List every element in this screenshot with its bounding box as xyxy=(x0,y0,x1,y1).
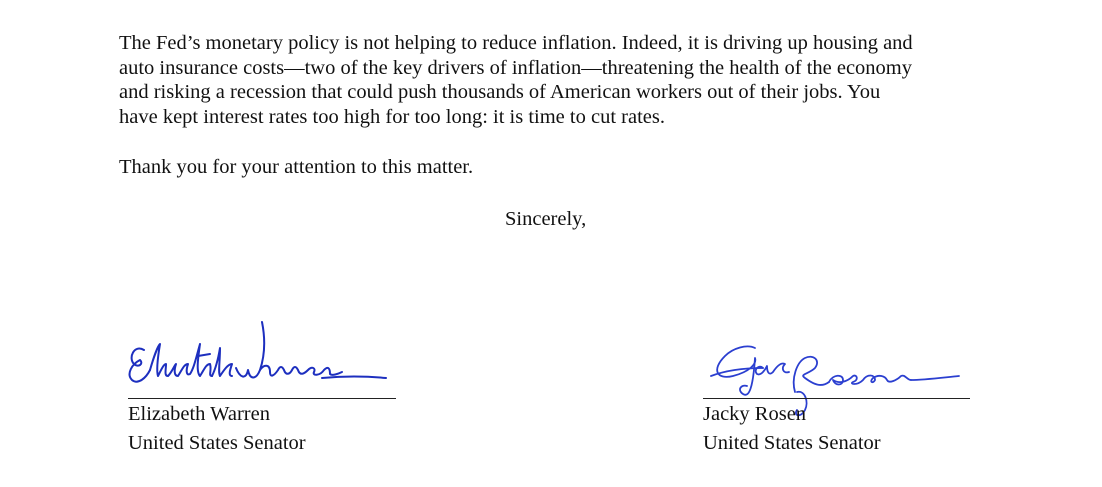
signature-line xyxy=(128,398,396,399)
body-paragraph-inflation xyxy=(119,31,999,129)
signature-line xyxy=(703,398,970,399)
paragraph-line: have kept interest rates too high for too long: it is time to cut rates. xyxy=(119,105,665,128)
paragraph-line: auto insurance costs—two of the key drivers of inflation—threatening the health of the economy xyxy=(119,56,913,79)
signature-block-rosen xyxy=(703,318,1003,468)
handwritten-signature-warren xyxy=(124,318,399,398)
signature-block-warren xyxy=(128,318,418,468)
closing-salutation: Sincerely, xyxy=(505,208,587,230)
paragraph-line: and risking a recession that could push thousands of American workers out of their jobs. You xyxy=(119,81,881,103)
signatory-title: United States Senator xyxy=(128,432,306,454)
body-paragraph-thanks xyxy=(119,155,999,180)
paragraph-line: The Fed’s monetary policy is not helping to reduce inflation. Indeed, it is driving up housing and xyxy=(119,32,913,54)
paragraph-line: Thank you for your attention to this matter. xyxy=(119,156,474,178)
signatory-title: United States Senator xyxy=(703,432,881,454)
signatory-name: Elizabeth Warren xyxy=(128,403,270,425)
signatory-name: Jacky Rosen xyxy=(703,403,807,425)
